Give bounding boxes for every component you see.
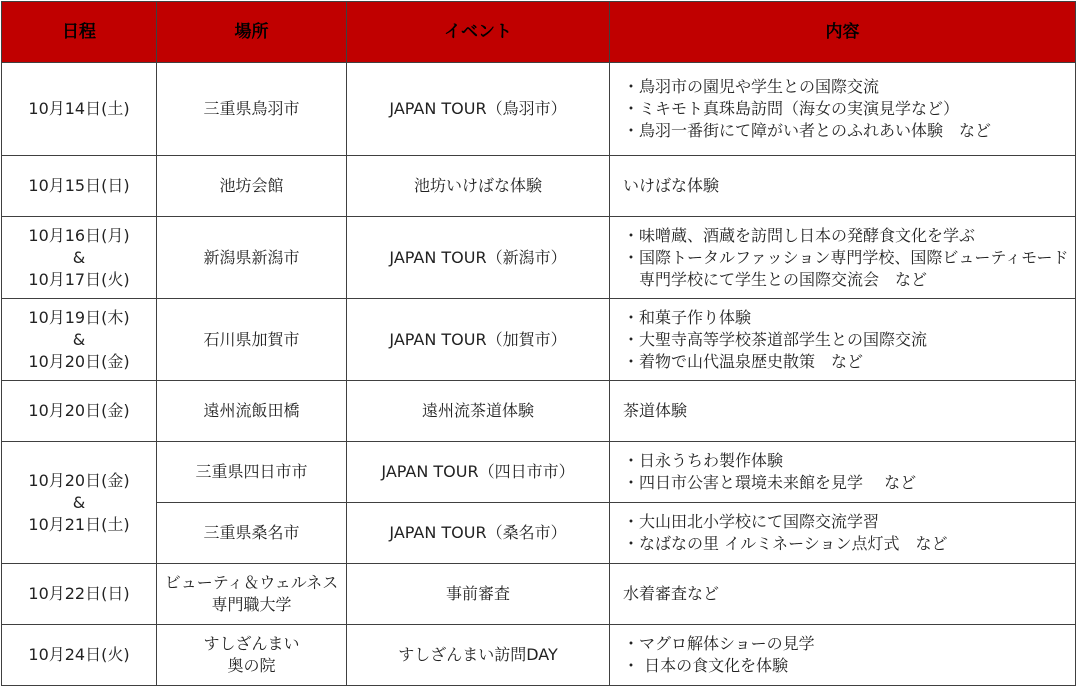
detail-line: ・ 日本の食文化を体験 — [623, 656, 789, 675]
schedule-table — [1, 1, 1076, 686]
place-text: 三重県鳥羽市 — [203, 99, 300, 118]
place-cell — [157, 217, 347, 299]
table-row — [2, 299, 1076, 381]
place-cell — [157, 564, 347, 625]
place-text: 三重県桑名市 — [203, 523, 300, 542]
date-text: 10月15日(日) — [28, 176, 130, 195]
event-cell: JAPAN TOUR（新潟市） — [347, 217, 610, 299]
detail-line: ・なばなの里 イルミネーション点灯式 など — [623, 534, 948, 553]
details-cell — [610, 564, 1076, 625]
table-row — [2, 503, 1076, 564]
detail-line: ・四日市公害と環境未来館を見学 など — [623, 473, 917, 492]
header-event: イベント — [347, 2, 610, 63]
detail-line: ・ミキモト真珠島訪問（海女の実演見学など） — [623, 99, 960, 118]
event-cell: JAPAN TOUR（加賀市） — [347, 299, 610, 381]
event-cell: 事前審査 — [347, 564, 610, 625]
date-cell — [2, 442, 157, 564]
date-ampersand: & — [72, 329, 86, 349]
event-cell: 遠州流茶道体験 — [347, 381, 610, 442]
place-text: 新潟県新潟市 — [203, 247, 300, 267]
date-text: 10月16日(月) — [28, 225, 130, 245]
header-date: 日程 — [2, 2, 157, 63]
details-cell — [610, 442, 1076, 503]
table-row — [2, 217, 1076, 299]
details-cell — [610, 217, 1076, 299]
detail-line: 水着審査など — [623, 584, 720, 603]
place-cell — [157, 442, 347, 503]
event-cell: JAPAN TOUR（四日市市） — [347, 442, 610, 503]
header-row — [2, 2, 1076, 63]
place-text: 石川県加賀市 — [203, 329, 300, 349]
place-text: 三重県四日市市 — [195, 462, 308, 481]
date-cell — [2, 299, 157, 381]
detail-line: ・大山田北小学校にて国際交流学習 — [623, 512, 880, 531]
detail-line: ・国際トータルファッション専門学校、国際ビューティモード — [623, 247, 1069, 267]
detail-line: ・和菓子作り体験 — [623, 307, 752, 327]
place-text: 専門職大学 — [211, 595, 292, 614]
date-cell — [2, 156, 157, 217]
date-text: 10月21日(土) — [28, 514, 130, 534]
header-details: 内容 — [610, 2, 1076, 63]
date-text: 10月20日(金) — [28, 470, 130, 490]
place-cell — [157, 63, 347, 156]
place-cell — [157, 381, 347, 442]
header-place: 場所 — [157, 2, 347, 63]
place-cell — [157, 299, 347, 381]
details-cell — [610, 503, 1076, 564]
detail-line: 茶道体験 — [623, 401, 688, 420]
details-cell — [610, 299, 1076, 381]
detail-line: ・着物で山代温泉歴史散策 など — [623, 351, 864, 371]
date-cell — [2, 63, 157, 156]
place-text: 遠州流飯田橋 — [203, 401, 300, 420]
place-text: 池坊会館 — [219, 176, 284, 195]
details-cell — [610, 156, 1076, 217]
details-cell — [610, 63, 1076, 156]
table-row — [2, 381, 1076, 442]
date-text: 10月19日(木) — [28, 307, 130, 327]
place-text: すしざんまい — [203, 634, 300, 653]
date-text: 10月14日(土) — [28, 99, 130, 118]
date-cell — [2, 625, 157, 686]
date-ampersand: & — [72, 492, 86, 512]
date-text: 10月20日(金) — [28, 401, 130, 420]
detail-line: ・マグロ解体ショーの見学 — [623, 634, 815, 653]
table-row — [2, 625, 1076, 686]
date-cell — [2, 381, 157, 442]
table-row — [2, 442, 1076, 503]
place-cell — [157, 156, 347, 217]
detail-line: 専門学校にて学生との国際交流会 など — [639, 269, 928, 289]
detail-line: ・味噌蔵、酒蔵を訪問し日本の発酵食文化を学ぶ — [623, 225, 976, 245]
date-text: 10月17日(火) — [28, 269, 130, 289]
details-cell — [610, 381, 1076, 442]
event-cell: 池坊いけばな体験 — [347, 156, 610, 217]
table-row — [2, 63, 1076, 156]
event-cell: JAPAN TOUR（鳥羽市） — [347, 63, 610, 156]
date-cell — [2, 564, 157, 625]
date-cell — [2, 217, 157, 299]
place-cell — [157, 503, 347, 564]
detail-line: いけばな体験 — [623, 176, 720, 195]
date-text: 10月24日(火) — [28, 645, 130, 664]
event-cell: JAPAN TOUR（桑名市） — [347, 503, 610, 564]
table-row — [2, 156, 1076, 217]
detail-line: ・鳥羽市の園児や学生との国際交流 — [623, 77, 880, 96]
place-cell — [157, 625, 347, 686]
detail-line: ・大聖寺高等学校茶道部学生との国際交流 — [623, 329, 928, 349]
details-cell — [610, 625, 1076, 686]
date-text: 10月22日(日) — [28, 584, 130, 603]
detail-line: ・鳥羽一番街にて障がい者とのふれあい体験 など — [623, 121, 992, 140]
place-text: ビューティ＆ウェルネス — [164, 573, 339, 592]
place-text: 奥の院 — [227, 656, 276, 675]
table-row — [2, 564, 1076, 625]
event-cell: すしざんまい訪問DAY — [347, 625, 610, 686]
date-text: 10月20日(金) — [28, 351, 130, 371]
detail-line: ・日永うちわ製作体験 — [623, 451, 784, 470]
date-ampersand: & — [72, 247, 86, 267]
